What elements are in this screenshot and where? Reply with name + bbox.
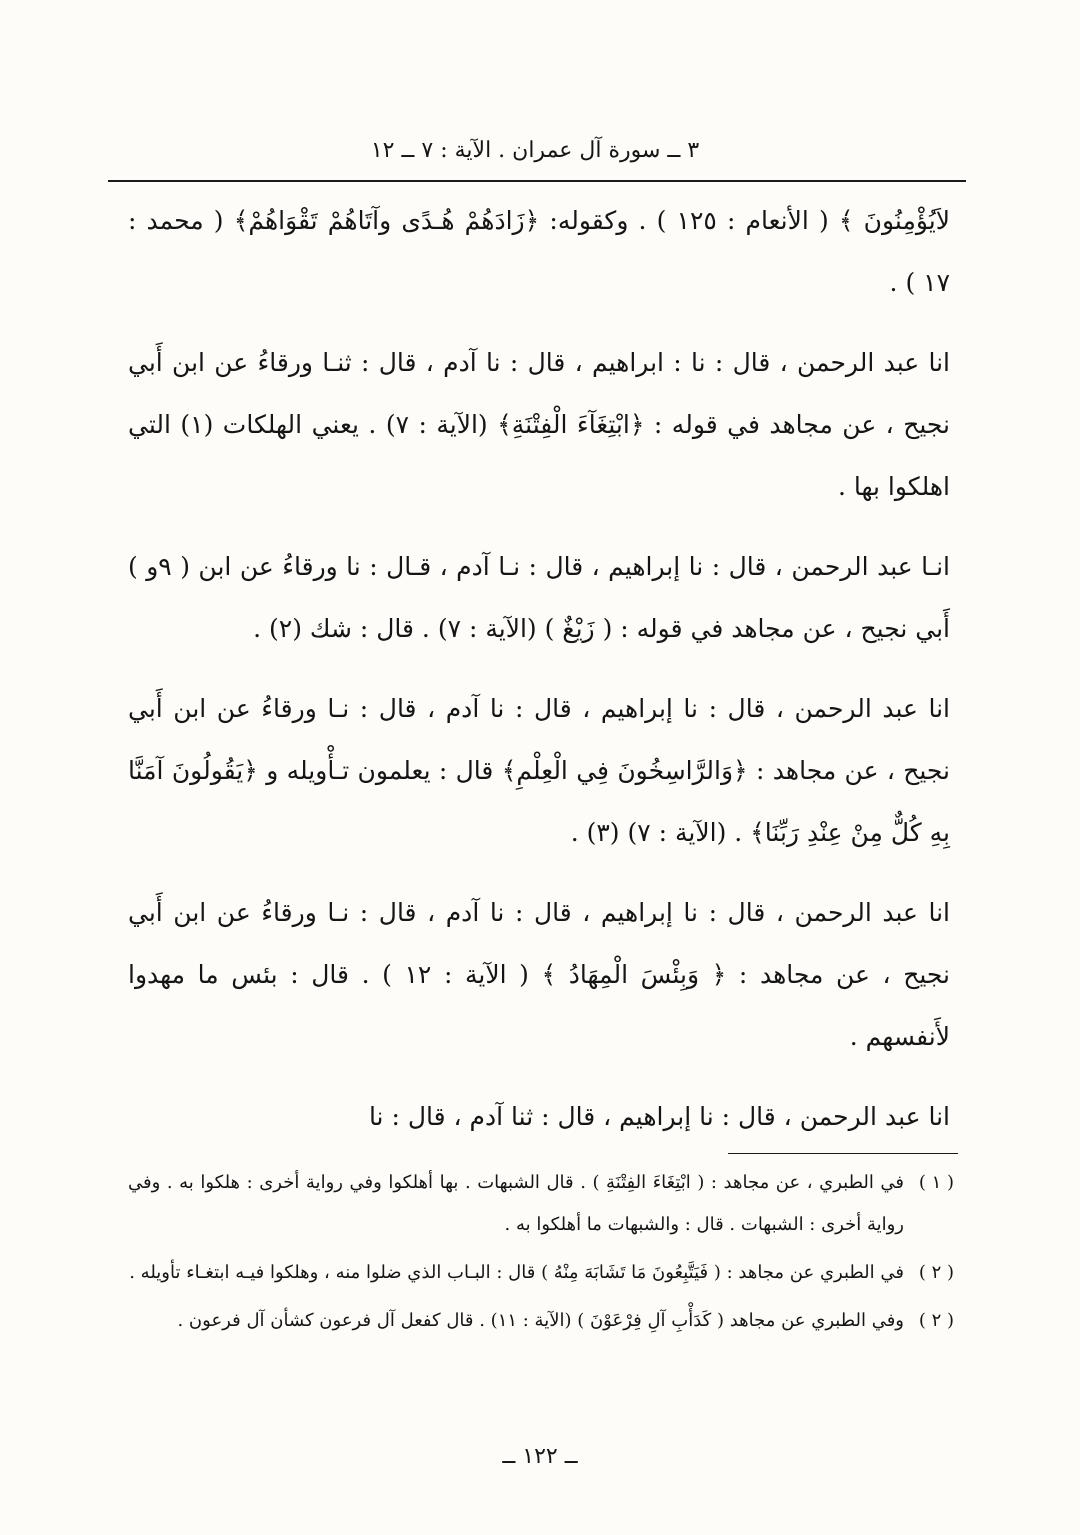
paragraph: انـا عبد الرحمن ، قال : نا إبراهيم ، قال : نـا آدم ، قـال : نا ورقاءُ عن ابن ( ٩و ) أَبي نجيح ، عن مجاهد في قوله : ( زَيْغٌ ) (الآية : ٧) . قال : شك (٢) . <box>128 552 950 643</box>
footnote <box>128 1252 954 1294</box>
footnote-divider <box>728 1153 958 1154</box>
footnote-number: ( ٢ ) <box>918 1262 954 1283</box>
main-text <box>128 190 950 1148</box>
running-header: ٣ ــ سورة آل عمران . الآية : ٧ ــ ١٢ <box>370 138 700 163</box>
paragraph: انا عبد الرحمن ، قال : نا إبراهيم ، قال : نا آدم ، قال : نـا ورقاءُ عن ابن أَبي نجيح ، عن مجاهد : ﴿ وَبِئْسَ الْمِهَادُ ﴾ ( الآية : ١٢ ) . قال : بئس ما مهدوا لأَنفسهم . <box>128 898 950 1051</box>
footnotes <box>128 1162 954 1348</box>
footnote <box>128 1162 954 1246</box>
footnote-number: ( ١ ) <box>918 1172 954 1193</box>
footnote-text: في الطبري عن مجاهد : ( فَيَتَّبِعُونَ مَا تَشَابَهَ مِنْهُ ) قال : البـاب الذي ضلوا منه ، وهلكوا فيـه ابتغـاء تأويله . <box>129 1262 904 1283</box>
paragraph: انا عبد الرحمن ، قال : نا : ابراهيم ، قال : نا آدم ، قال : ثنـا ورقاءُ عن ابن أَبي نجيح ، عن مجاهد في قوله : ﴿ابْتِغَآءَ الْفِتْنَةِ﴾ (الآية : ٧) . يعني الهلكات (١) التي اهلكوا بها . <box>128 348 950 501</box>
paragraph: انا عبد الرحمن ، قال : نا إبراهيم ، قال : ثنا آدم ، قال : نا <box>368 1102 950 1131</box>
footnote-text: وفي الطبري عن مجاهد ( كَدَأْبِ آلِ فِرْعَوْنَ ) (الآية : ١١) . قال كفعل آل فرعون كشأن آل فرعون . <box>177 1310 904 1331</box>
footnote-number: ( ٢ ) <box>918 1310 954 1331</box>
paragraph: انا عبد الرحمن ، قال : نا إبراهيم ، قال : نا آدم ، قال : نـا ورقاءُ عن ابن أَبي نجيح ، عن مجاهد : ﴿وَالرَّاسِخُونَ فِي الْعِلْمِ﴾ قال : يعلمون تـأْويله و ﴿يَقُولُونَ آمَنَّا بِهِ كُلٌّ مِنْ عِنْدِ رَبِّنَا﴾ . (الآية : ٧) (٣) . <box>128 694 950 847</box>
footnote-text: في الطبري ، عن مجاهد : ( ابْتِغَاءَ الفِتْنَةِ ) . قال الشبهات . بها أهلكوا وفي رواية أخرى : هلكوا به . وفي رواية أخرى : الشبهات . قال : والشبهات ما أهلكوا به . <box>128 1172 904 1235</box>
paragraph: لاَيُؤْمِنُونَ ﴾ ( الأنعام : ١٢٥ ) . وكقوله: ﴿زَادَهُمْ هُـدًى وآتَاهُمْ تَقْوَاهُمْ﴾ ( محمد : ١٧ ) . <box>128 206 951 297</box>
header-divider <box>108 180 966 182</box>
footnote <box>128 1300 954 1342</box>
page-number: ــ ١٢٢ ــ <box>502 1444 578 1469</box>
